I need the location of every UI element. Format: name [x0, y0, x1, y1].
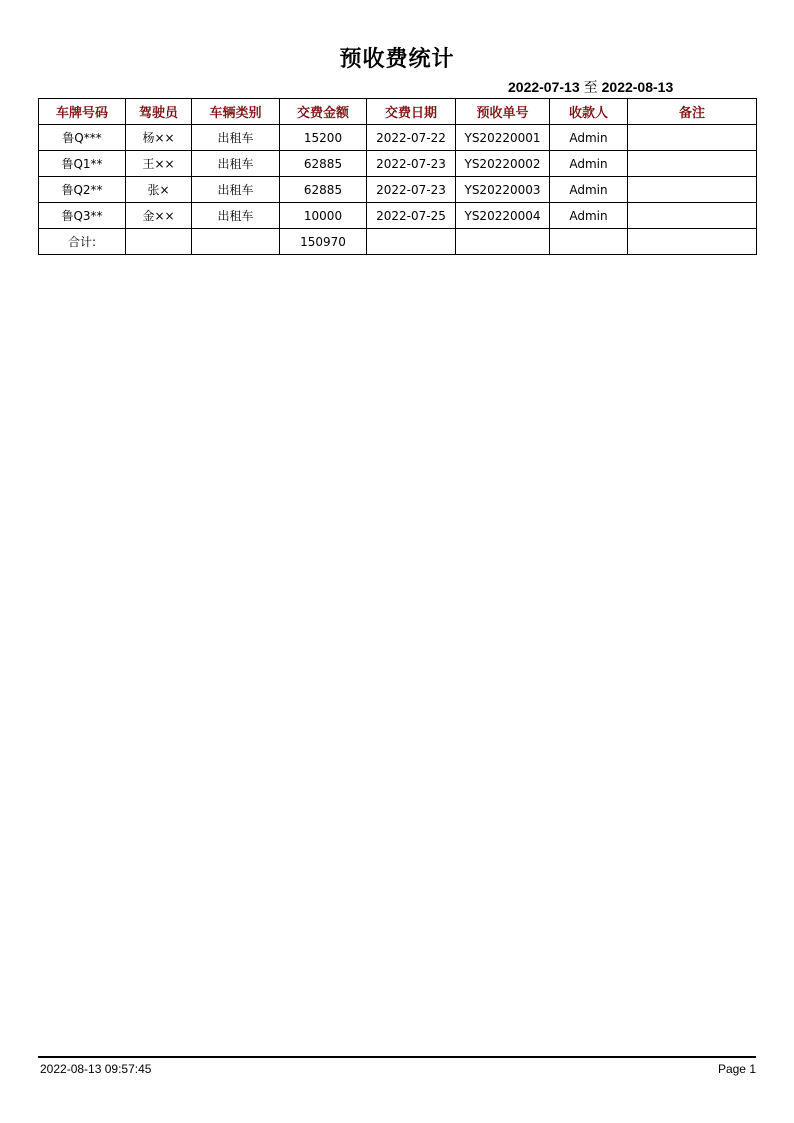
cell-remarks	[628, 125, 757, 151]
cell-vehicle-type: 出租车	[192, 151, 280, 177]
prepayment-table	[38, 98, 757, 255]
total-label: 合计:	[39, 229, 126, 255]
header-remarks: 备注	[628, 99, 757, 125]
total-empty-cell	[550, 229, 628, 255]
cell-payment-date: 2022-07-23	[367, 177, 456, 203]
cell-receipt-number: YS20220001	[456, 125, 550, 151]
header-payment-date: 交费日期	[367, 99, 456, 125]
cell-vehicle-type: 出租车	[192, 177, 280, 203]
cell-remarks	[628, 203, 757, 229]
page-title: 预收费统计	[339, 46, 455, 72]
cell-amount: 15200	[280, 125, 367, 151]
footer-page-number: Page 1	[717, 1062, 756, 1076]
cell-vehicle-type: 出租车	[192, 203, 280, 229]
total-empty-cell	[628, 229, 757, 255]
cell-receipt-number: YS20220003	[456, 177, 550, 203]
cell-remarks	[628, 151, 757, 177]
cell-driver: 杨××	[126, 125, 192, 151]
total-row	[39, 229, 757, 255]
cell-payee: Admin	[550, 125, 628, 151]
cell-payee: Admin	[550, 151, 628, 177]
cell-receipt-number: YS20220002	[456, 151, 550, 177]
cell-amount: 62885	[280, 151, 367, 177]
header-amount: 交费金额	[280, 99, 367, 125]
cell-driver: 金××	[126, 203, 192, 229]
table-row	[39, 177, 757, 203]
footer-printed-at: 2022-08-13 09:57:45	[40, 1062, 152, 1076]
footer-divider	[38, 1056, 756, 1058]
header-plate-number: 车牌号码	[39, 99, 126, 125]
cell-remarks	[628, 177, 757, 203]
cell-plate-number: 鲁Q***	[39, 125, 126, 151]
cell-plate-number: 鲁Q1**	[39, 151, 126, 177]
cell-plate-number: 鲁Q2**	[39, 177, 126, 203]
cell-payment-date: 2022-07-25	[367, 203, 456, 229]
table-row	[39, 125, 757, 151]
date-range-separator: 至	[583, 79, 598, 95]
date-range	[508, 77, 673, 97]
header-receipt-number: 预收单号	[456, 99, 550, 125]
cell-vehicle-type: 出租车	[192, 125, 280, 151]
cell-amount: 62885	[280, 177, 367, 203]
table-header-row	[39, 99, 757, 125]
cell-receipt-number: YS20220004	[456, 203, 550, 229]
total-amount: 150970	[280, 229, 367, 255]
header-driver: 驾驶员	[126, 99, 192, 125]
table-row	[39, 151, 757, 177]
total-empty-cell	[367, 229, 456, 255]
total-empty-cell	[456, 229, 550, 255]
date-range-start: 2022-07-13	[508, 79, 580, 95]
cell-payee: Admin	[550, 203, 628, 229]
cell-driver: 王××	[126, 151, 192, 177]
cell-payment-date: 2022-07-23	[367, 151, 456, 177]
cell-payee: Admin	[550, 177, 628, 203]
cell-plate-number: 鲁Q3**	[39, 203, 126, 229]
cell-payment-date: 2022-07-22	[367, 125, 456, 151]
date-range-end: 2022-08-13	[601, 79, 674, 95]
cell-driver: 张×	[126, 177, 192, 203]
header-vehicle-type: 车辆类别	[192, 99, 280, 125]
total-empty-cell	[192, 229, 280, 255]
cell-amount: 10000	[280, 203, 367, 229]
table-row	[39, 203, 757, 229]
header-payee: 收款人	[550, 99, 628, 125]
total-empty-cell	[126, 229, 192, 255]
